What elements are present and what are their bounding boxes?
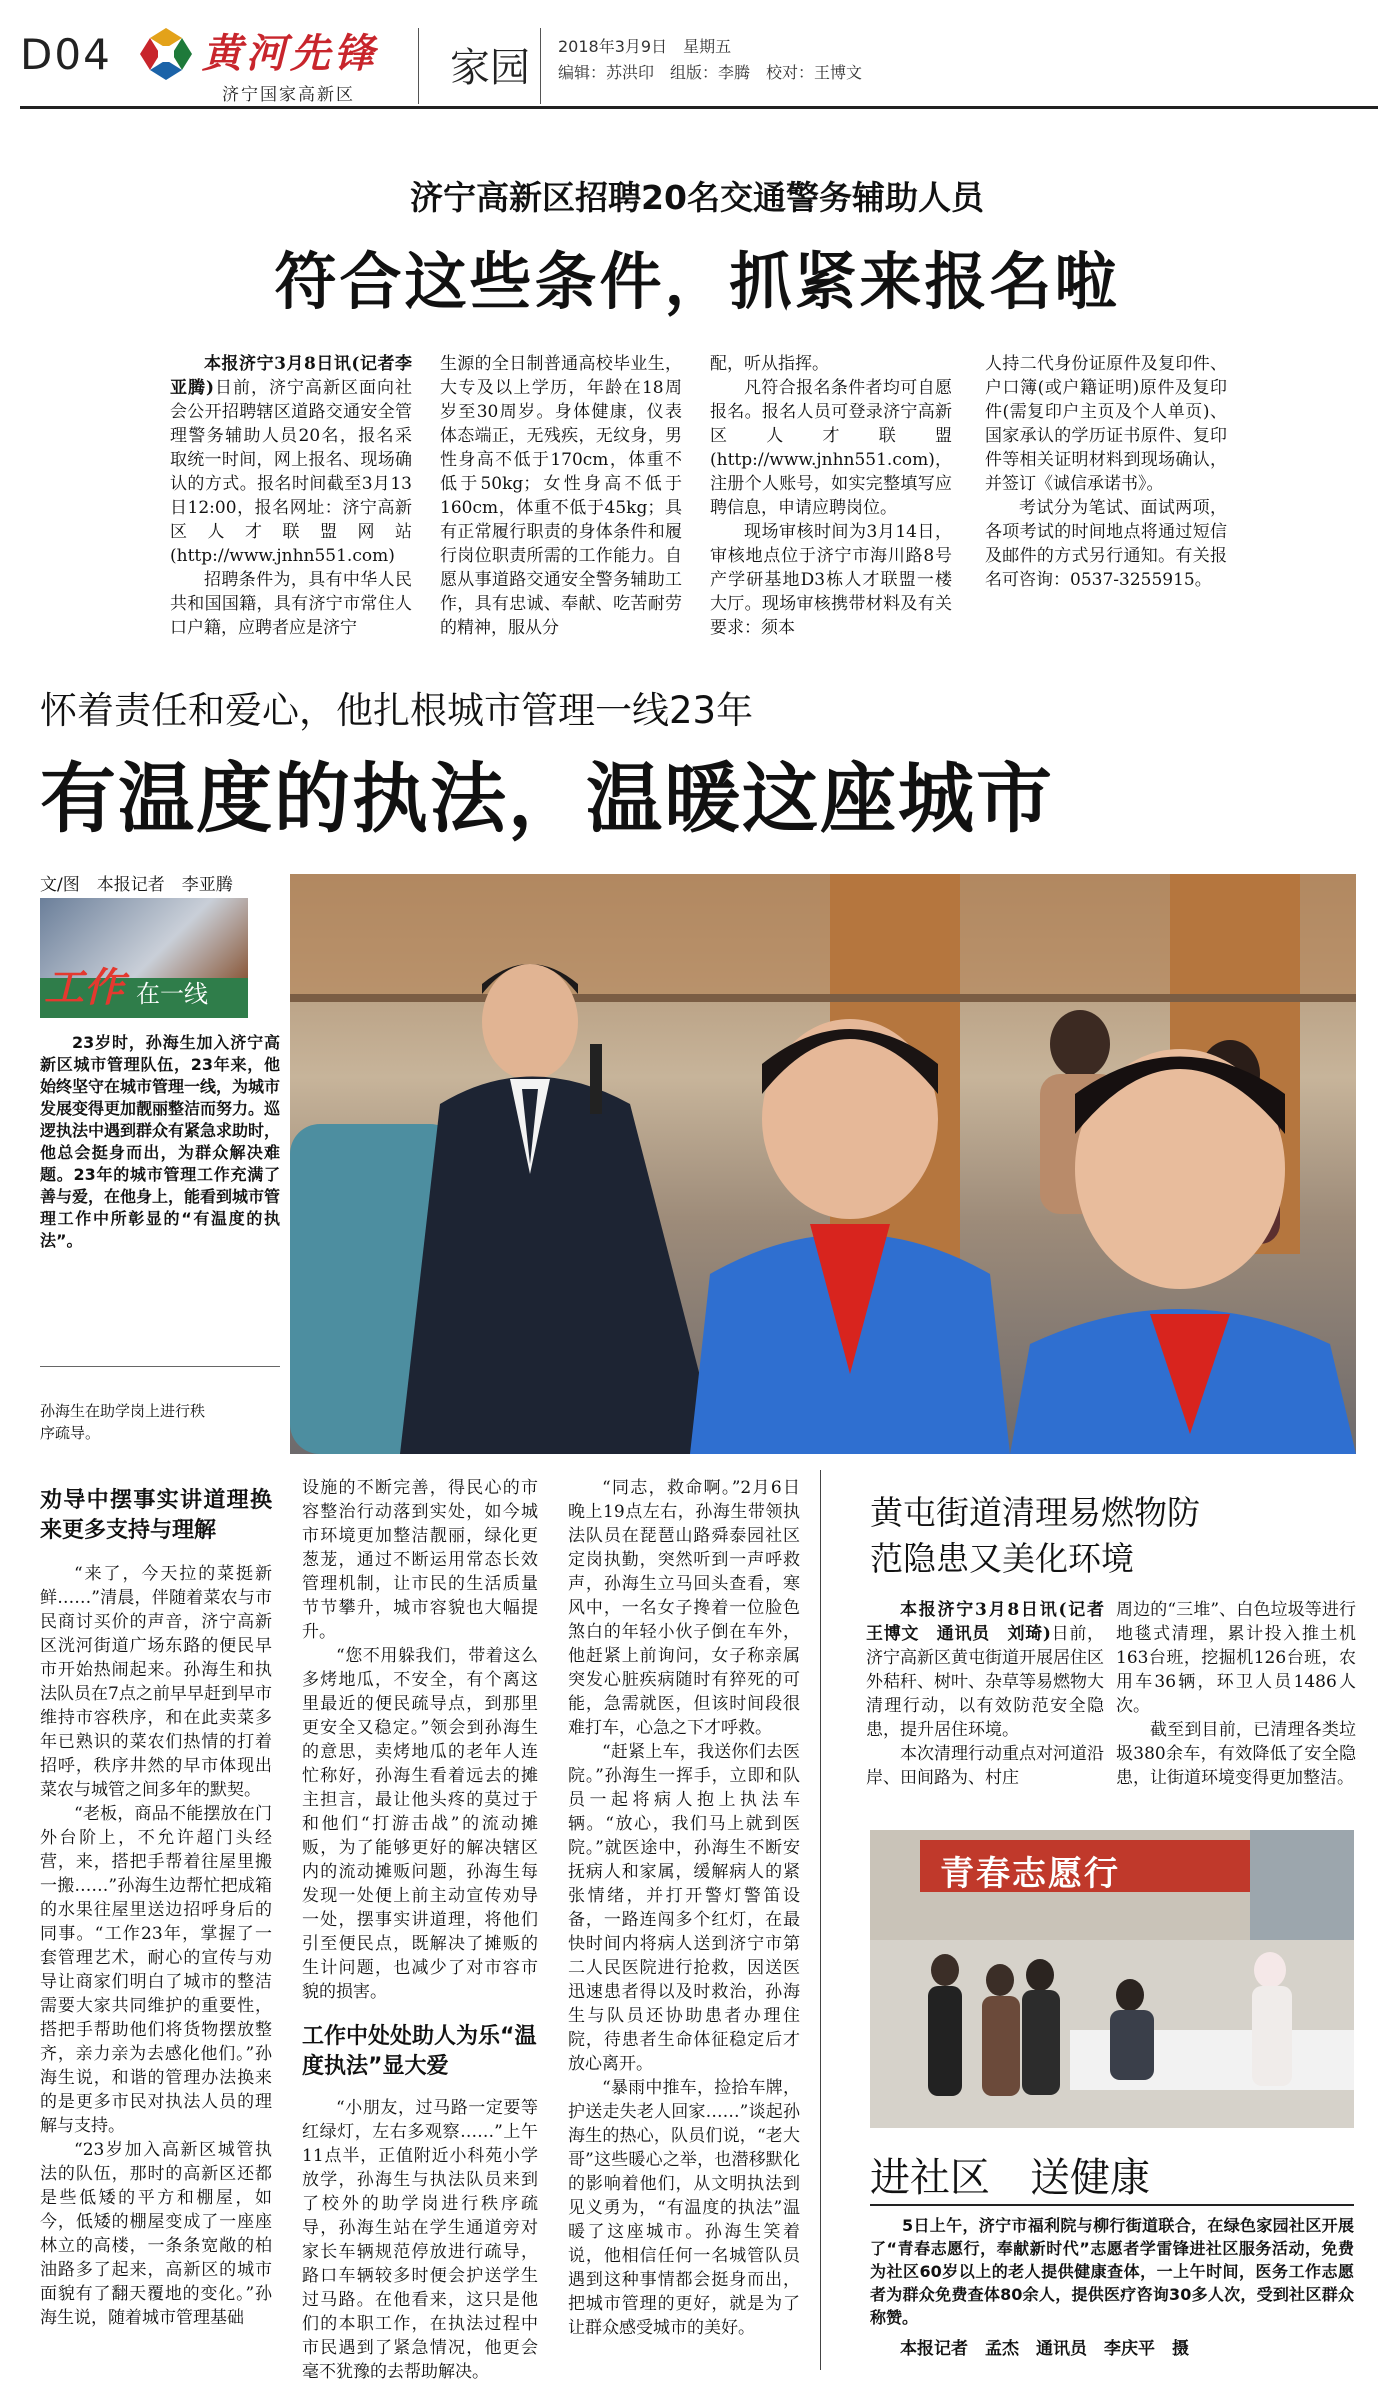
story3-headline: 黄屯街道清理易燃物防范隐患又美化环境 xyxy=(870,1493,1200,1578)
masthead-divider xyxy=(418,28,419,104)
main-photo xyxy=(290,874,1356,1454)
story2-text: “23岁加入高新区城管执法的队伍，那时的高新区还都是些低矮的平方和棚屋，如今，低矮的棚屋变成了一座座林立的高楼，一条条宽敞的柏油路多了起来，高新区的城市面貌有了翻天覆地的变化。”孙海生说，随着城市管理基础 xyxy=(40,2140,272,2328)
caption-rule xyxy=(40,1366,280,1367)
story4-credit: 本报记者 孟杰 通讯员 李庆平 摄 xyxy=(900,2339,1189,2359)
story1-text: 配，听从指挥。 xyxy=(710,354,829,374)
story2-text: “来了，今天拉的菜挺新鲜……”清晨，伴随着菜农与市民商讨买价的声音，济宁高新区洸河街道广场东路的便民早市开始热闹起来。孙海生和执法队员在7点之前早早赶到早市维持市容秩序，和在此卖菜多年已熟识的菜农们热情的打着招呼，秩序井然的早市体现出菜农与城管之间多年的默契。 xyxy=(40,1564,272,1800)
story2-column-1 xyxy=(40,1486,272,2330)
subhead-2: 工作中处处助人为乐“温度执法”显大爱 xyxy=(302,2024,537,2079)
story1-text: 考试分为笔试、面试两项，各项考试的时间地点将通过短信及邮件的方式另行通知。有关报名可咨询：0537-3255915。 xyxy=(985,498,1227,590)
banner-text: 青春志愿行 xyxy=(940,1854,1120,1894)
story4-rule xyxy=(870,2204,1354,2206)
badge-main: 工作 xyxy=(44,965,124,1011)
story1-column-3 xyxy=(710,352,952,640)
story1-headline: 符合这些条件，抓紧来报名啦 xyxy=(274,245,1120,318)
story3-text: 周边的“三堆”、白色垃圾等进行地毯式清理，累计投入推土机163台班，挖掘机126台班，农用车36辆，环卫人员1486人次。 xyxy=(1116,1600,1356,1716)
story2-kicker: 怀着责任和爱心，他扎根城市管理一线23年 xyxy=(40,689,754,732)
story3-text: 日前，济宁高新区黄屯街道开展居住区外秸秆、树叶、杂草等易燃物大清理行动，以有效防范安全隐患，提升居住环境。 xyxy=(866,1624,1105,1740)
story1-column-2 xyxy=(440,352,682,640)
story4-headline: 进社区 送健康 xyxy=(870,2155,1150,2201)
column-badge xyxy=(40,898,248,1018)
story2-text: “小朋友，过马路一定要等红绿灯，左右多观察……”上午11点半，正值附近小科苑小学放学，孙海生与执法队员来到了校外的助学岗进行秩序疏导，孙海生站在学生通道旁对家长车辆规范停放进行疏导，路口车辆较多时便会护送学生过马路。在他看来，这只是他们的本职工作，在执法过程中市民遇到了紧急情况，他更会毫不犹豫的去帮助解决。 xyxy=(302,2098,538,2382)
logo-wordmark: 黄河先锋 xyxy=(202,30,378,77)
photo-caption: 孙海生在助学岗上进行秩序疏导。 xyxy=(40,1402,206,1442)
story3-text: 本次清理行动重点对河道沿岸、田间路为、村庄 xyxy=(866,1744,1104,1788)
section-title: 家园 xyxy=(450,45,530,91)
story1-text: 人持二代身份证原件及复印件、户口簿(或户籍证明)原件及复印件(需复印户主页及个人单页)、国家承认的学历证书原件、复印件等相关证明材料到现场确认，并签订《诚信承诺书》。 xyxy=(985,354,1227,494)
story1-dateline: 本报济宁3月8日讯(记者李亚腾) xyxy=(170,354,412,398)
editor-credits: 编辑：苏洪印 组版：李腾 校对：王博文 xyxy=(558,63,863,82)
issue-date: 2018年3月9日 星期五 xyxy=(558,37,732,56)
photo-illustration xyxy=(290,874,1356,1454)
story2-text: 设施的不断完善，得民心的市容整治行动落到实处，如今城市环境更加整洁靓丽，绿化更葱茏，通过不断运用常态长效管理机制，让市民的生活质量节节攀升，城市容貌也大幅提升。 xyxy=(302,1478,538,1642)
story1-text: 生源的全日制普通高校毕业生，大专及以上学历，年龄在18周岁至30周岁。身体健康，仪表体态端正，无残疾，无纹身，男性身高不低于170cm，体重不低于50kg；女性身高不低于160cm，体重不低于45kg；具有正常履行职责的身体条件和履行岗位职责所需的工作能力。自愿从事道路交通安全警务辅助工作，具有忠诚、奉献、吃苦耐劳的精神，服从分 xyxy=(440,354,682,638)
story4-body xyxy=(870,2214,1354,2329)
logo-icon xyxy=(138,26,194,82)
story2-lead xyxy=(40,1032,280,1252)
story2-lead-text: 23岁时，孙海生加入济宁高新区城市管理队伍，23年来，他始终坚守在城市管理一线，为城市发展变得更加靓丽整洁而努力。巡逻执法中遇到群众有紧急求助时，他总会挺身而出，为群众解决难题。23年的城市管理工作充满了善与爱，在他身上，能看到城市管理工作中所彰显的“有温度的执法”。 xyxy=(40,1033,281,1250)
column-divider xyxy=(820,1470,821,2370)
story1-text: 凡符合报名条件者均可自愿报名。报名人员可登录济宁高新区人才联盟(http://www.jnhn551.com)，注册个人账号，如实完整填写应聘信息，申请应聘岗位。 xyxy=(710,378,952,518)
masthead-rule xyxy=(20,106,1378,109)
masthead-divider-2 xyxy=(540,28,541,104)
story2-text: “赶紧上车，我送你们去医院。”孙海生一挥手，立即和队员一起将病人抱上执法车辆。“放心，我们马上就到医院。”就医途中，孙海生不断安抚病人和家属，缓解病人的紧张情绪，并打开警灯警笛设备，一路连闯多个红灯，在最快时间内将病人送到济宁市第二人民医院进行抢救，因送医迅速患者得以及时救治，孙海生与队员还协助患者办理住院，待患者生命体征稳定后才放心离开。 xyxy=(568,1742,800,2074)
story4-text: 5日上午，济宁市福利院与柳行街道联合，在绿色家园社区开展了“青春志愿行，奉献新时代”志愿者学雷锋进社区服务活动，免费为社区60岁以上的老人提供健康查体，一上午时间，医务工作志愿者为群众免费查体80余人，提供医疗咨询30多人次，受到社区群众称赞。 xyxy=(870,2216,1354,2327)
story2-headline: 有温度的执法，温暖这座城市 xyxy=(40,754,1054,843)
story1-text: 招聘条件为，具有中华人民共和国国籍，具有济宁市常住人口户籍，应聘者应是济宁 xyxy=(170,570,412,638)
story3-column-2 xyxy=(1116,1598,1356,1790)
story2-column-2 xyxy=(302,1476,538,2384)
story3-text: 截至到目前，已清理各类垃圾380余车，有效降低了安全隐患，让街道环境变得更加整洁。 xyxy=(1116,1720,1356,1788)
subhead-1: 劝导中摆事实讲道理换来更多支持与理解 xyxy=(40,1488,272,1543)
story2-byline: 文/图 本报记者 李亚腾 xyxy=(40,875,233,895)
story2-column-3 xyxy=(568,1476,800,2340)
story1-column-1 xyxy=(170,352,412,640)
story1-kicker: 济宁高新区招聘20名交通警务辅助人员 xyxy=(410,178,984,217)
story2-text: “暴雨中推车，捡拾车牌，护送走失老人回家……”谈起孙海生的热心，队员们说，“老大哥”这些暖心之举，也潜移默化的影响着他们，从文明执法到见义勇为，“有温度的执法”温暖了这座城市。孙海生笑着说，他相信任何一名城管队员遇到这种事情都会挺身而出，把城市管理的更好，就是为了让群众感受城市的美好。 xyxy=(568,2078,800,2338)
story1-text: 日前，济宁高新区面向社会公开招聘辖区道路交通安全管理警务辅助人员20名，报名采取统一时间，网上报名、现场确认的方式。报名时间截至3月13日12:00，报名网址：济宁高新区人才联盟网站(http://www.jnhn551.com) xyxy=(170,378,413,566)
logo-subtitle: 济宁国家高新区 xyxy=(222,85,355,105)
community-photo xyxy=(870,1830,1354,2128)
badge-sub: 在一线 xyxy=(136,980,208,1008)
story2-text: “老板，商品不能摆放在门外台阶上，不允许超门头经营，来，搭把手帮着往屋里搬一搬……”孙海生边帮忙把成箱的水果往屋里送边招呼身后的同事。“工作23年，掌握了一套管理艺术，耐心的宣传与劝导让商家们明白了城市的整洁需要大家共同维护的重要性，搭把手帮助他们将货物摆放整齐，亲力亲为去感化他们。”孙海生说，和谐的管理办法换来的是更多市民对执法人员的理解与支持。 xyxy=(40,1804,272,2136)
story2-text: “同志，救命啊。”2月6日晚上19点左右，孙海生带领执法队员在琵琶山路舜泰园社区定岗执勤，突然听到一声呼救声，孙海生立马回头查看，寒风中，一名女子搀着一位脸色煞白的年轻小伙子倒在车外，他赶紧上前询问，女子称亲属突发心脏疾病随时有猝死的可能，急需就医，但该时间段很难打车，心急之下才呼救。 xyxy=(568,1478,800,1738)
story3-dateline: 本报济宁3月8日讯(记者 王博文 通讯员 刘琦) xyxy=(866,1600,1121,1644)
story2-text: “您不用躲我们，带着这么多烤地瓜，不安全，有个离这里最近的便民疏导点，到那里更安全又稳定。”领会到孙海生的意思，卖烤地瓜的老年人连忙称好，孙海生看着远去的摊主担言，最让他头疼的莫过于和他们“打游击战”的流动摊贩，为了能够更好的解决辖区内的流动摊贩问题，孙海生每发现一处便上前主动宣传劝导一处，摆事实讲道理，将他们引至便民点，既解决了摊贩的生计问题，也减少了对市容市貌的损害。 xyxy=(302,1646,538,2002)
story3-column-1 xyxy=(866,1598,1121,1790)
page-number: D04 xyxy=(20,30,112,79)
story1-column-4 xyxy=(985,352,1227,592)
story1-text: 现场审核时间为3月14日，审核地点位于济宁市海川路8号产学研基地D3栋人才联盟一楼大厅。现场审核携带材料及有关要求：须本 xyxy=(710,522,952,638)
